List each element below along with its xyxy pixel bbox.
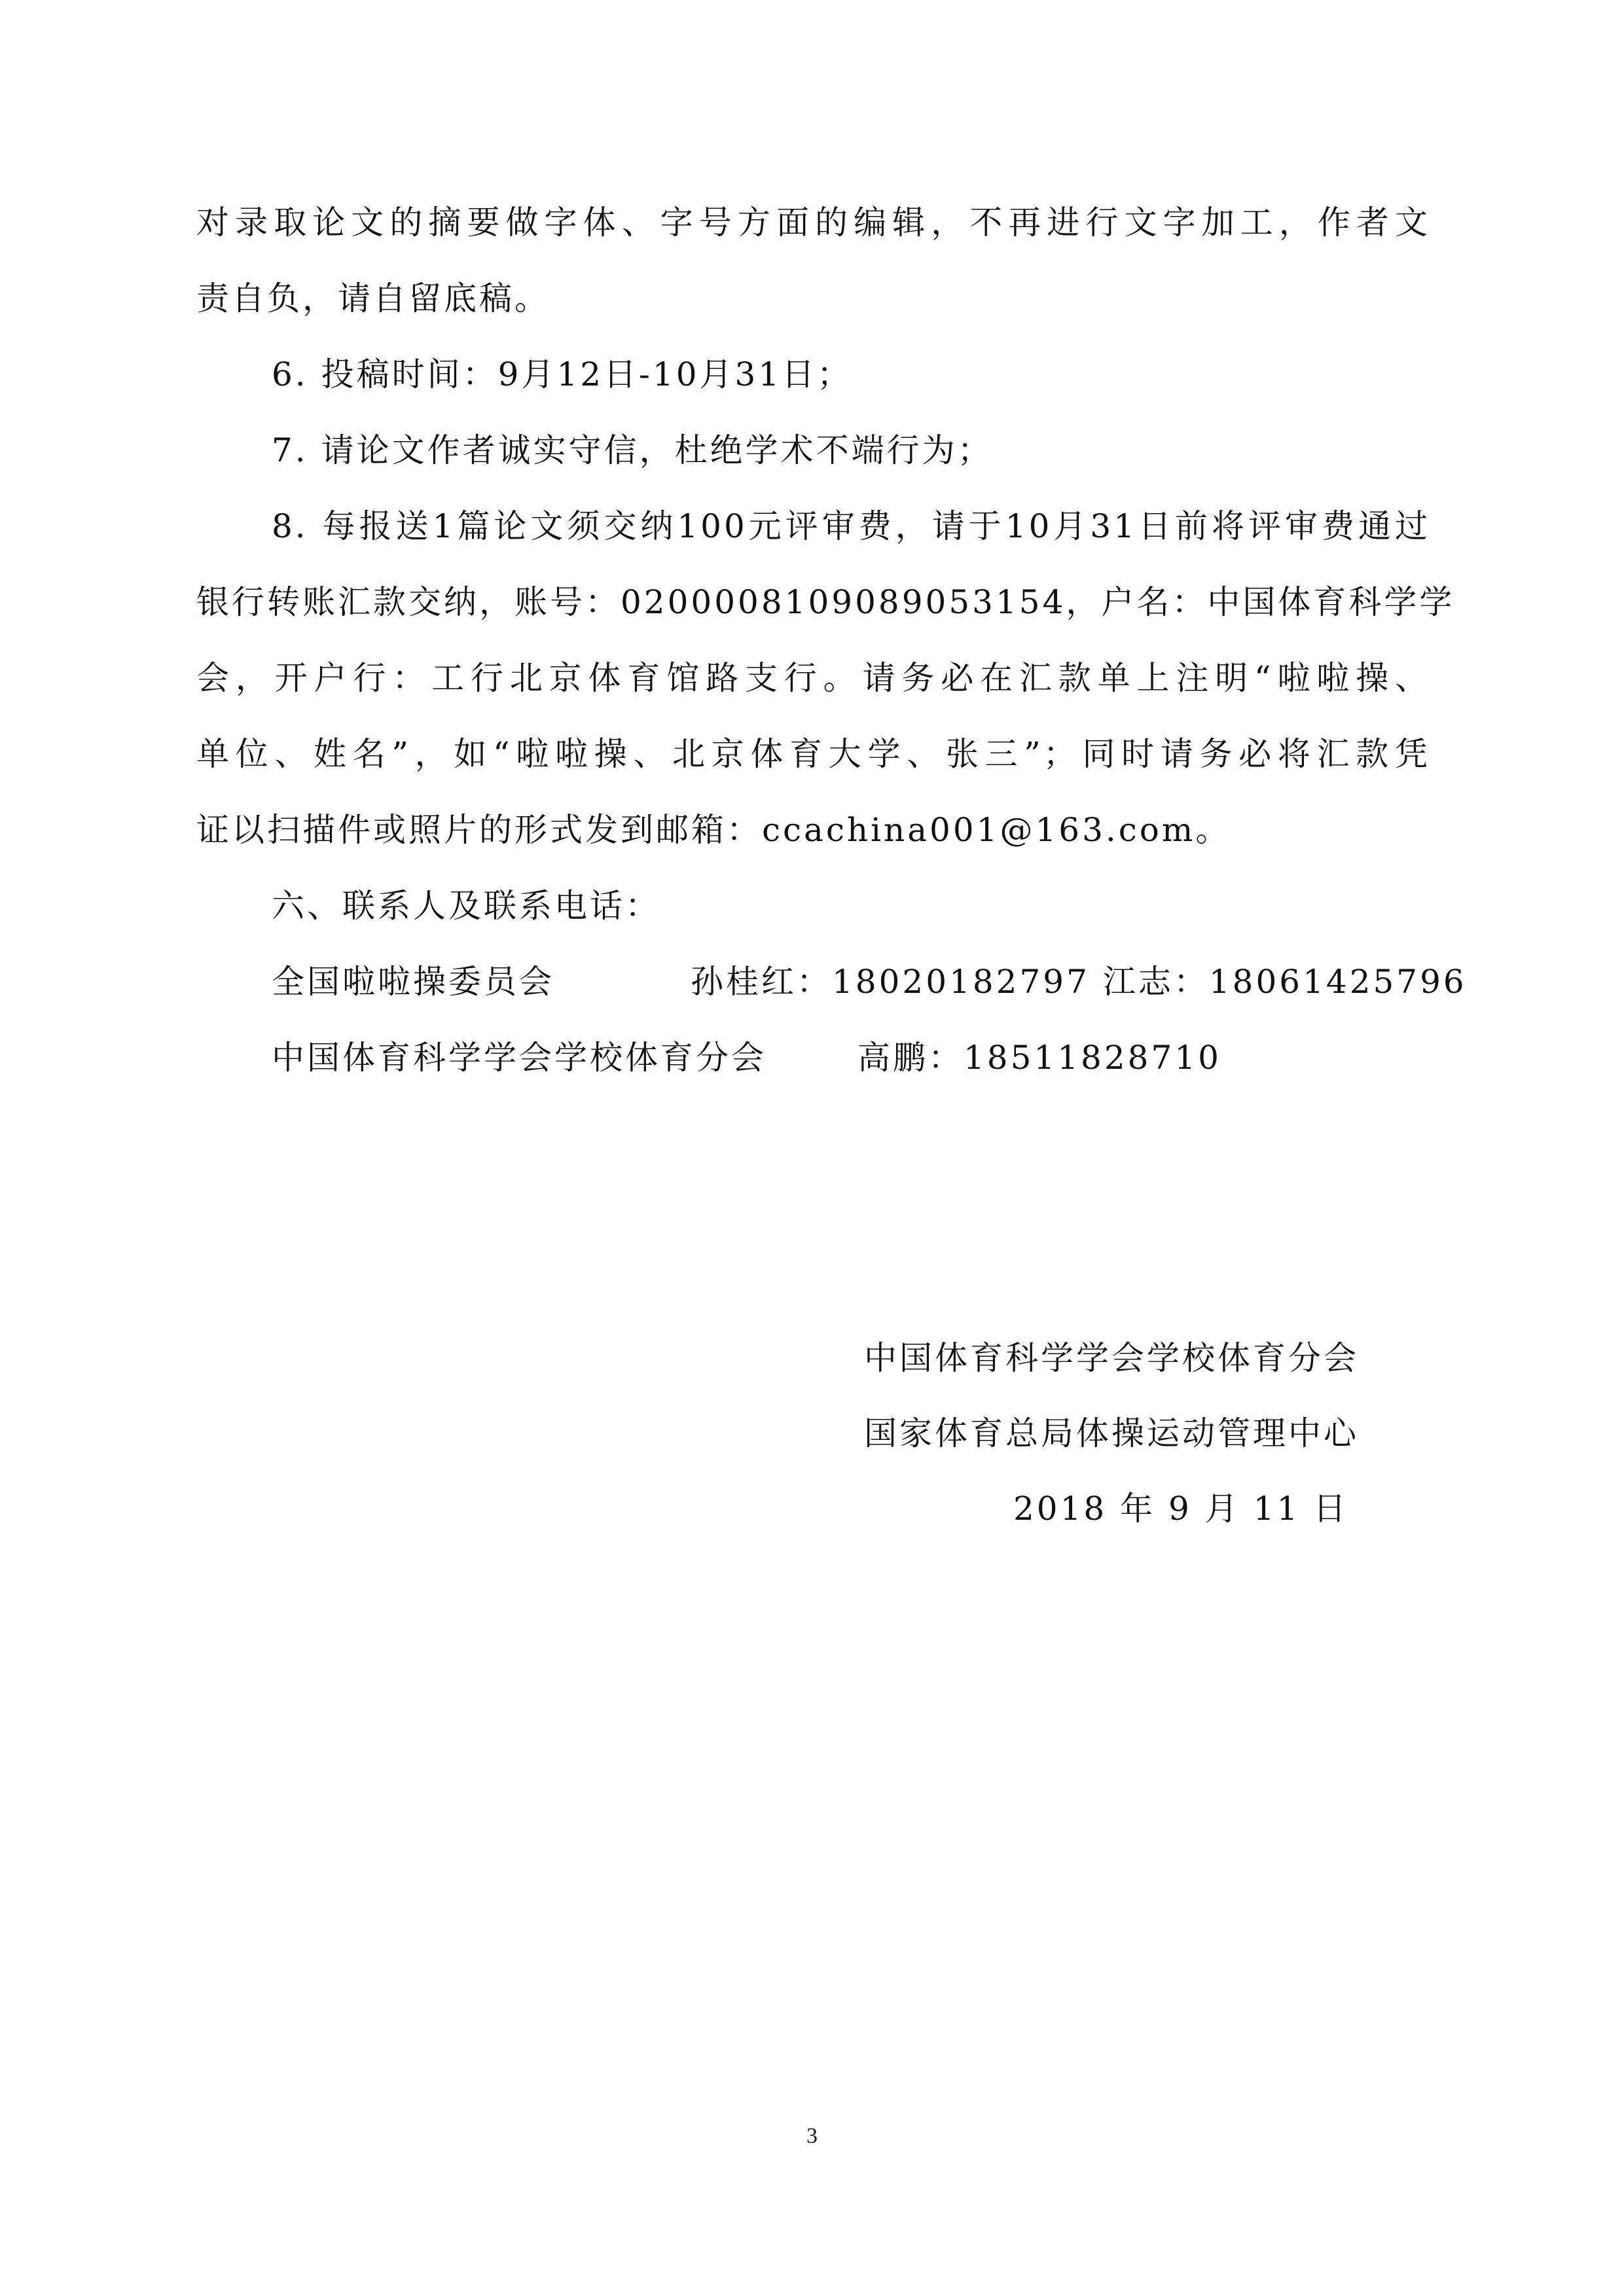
list-item-fee-line3: 会，开户行：工行北京体育馆路支行。请务必在汇款单上注明“啦啦操、 [196, 659, 1430, 697]
contact-people: 高鹏：18511828710 [857, 1039, 1221, 1077]
list-item-fee-line4: 单位、姓名”，如“啦啦操、北京体育大学、张三”；同时请务必将汇款凭 [196, 735, 1430, 773]
paragraph-line: 责自负，请自留底稿。 [196, 279, 550, 317]
signature-date: 2018 年 9 月 11 日 [1013, 1490, 1349, 1528]
contact-people: 孙桂红：18020182797 江志：18061425796 [691, 963, 1467, 1001]
signature-org-1: 中国体育科学学会学校体育分会 [864, 1339, 1359, 1377]
list-item-fee-line1: 8. 每报送1篇论文须交纳100元评审费，请于10月31日前将评审费通过 [272, 507, 1430, 545]
paragraph-line: 对录取论文的摘要做字体、字号方面的编辑，不再进行文字加工，作者文 [196, 204, 1430, 242]
signature-org-2: 国家体育总局体操运动管理中心 [864, 1414, 1359, 1452]
page-number: 3 [806, 2124, 818, 2148]
contact-org: 中国体育科学学会学校体育分会 [272, 1039, 767, 1077]
contact-org: 全国啦啦操委员会 [272, 963, 554, 1001]
contacts-heading: 六、联系人及联系电话： [272, 887, 660, 925]
list-item-fee-line5: 证以扫描件或照片的形式发到邮箱：ccachina001@163.com。 [196, 811, 1231, 849]
list-item-submission-time: 6. 投稿时间：9月12日-10月31日； [272, 355, 853, 393]
list-item-integrity: 7. 请论文作者诚实守信，杜绝学术不端行为； [272, 431, 993, 469]
list-item-fee-line2: 银行转账汇款交纳，账号：0200008109089053154，户名：中国体育科学学 [196, 583, 1455, 621]
